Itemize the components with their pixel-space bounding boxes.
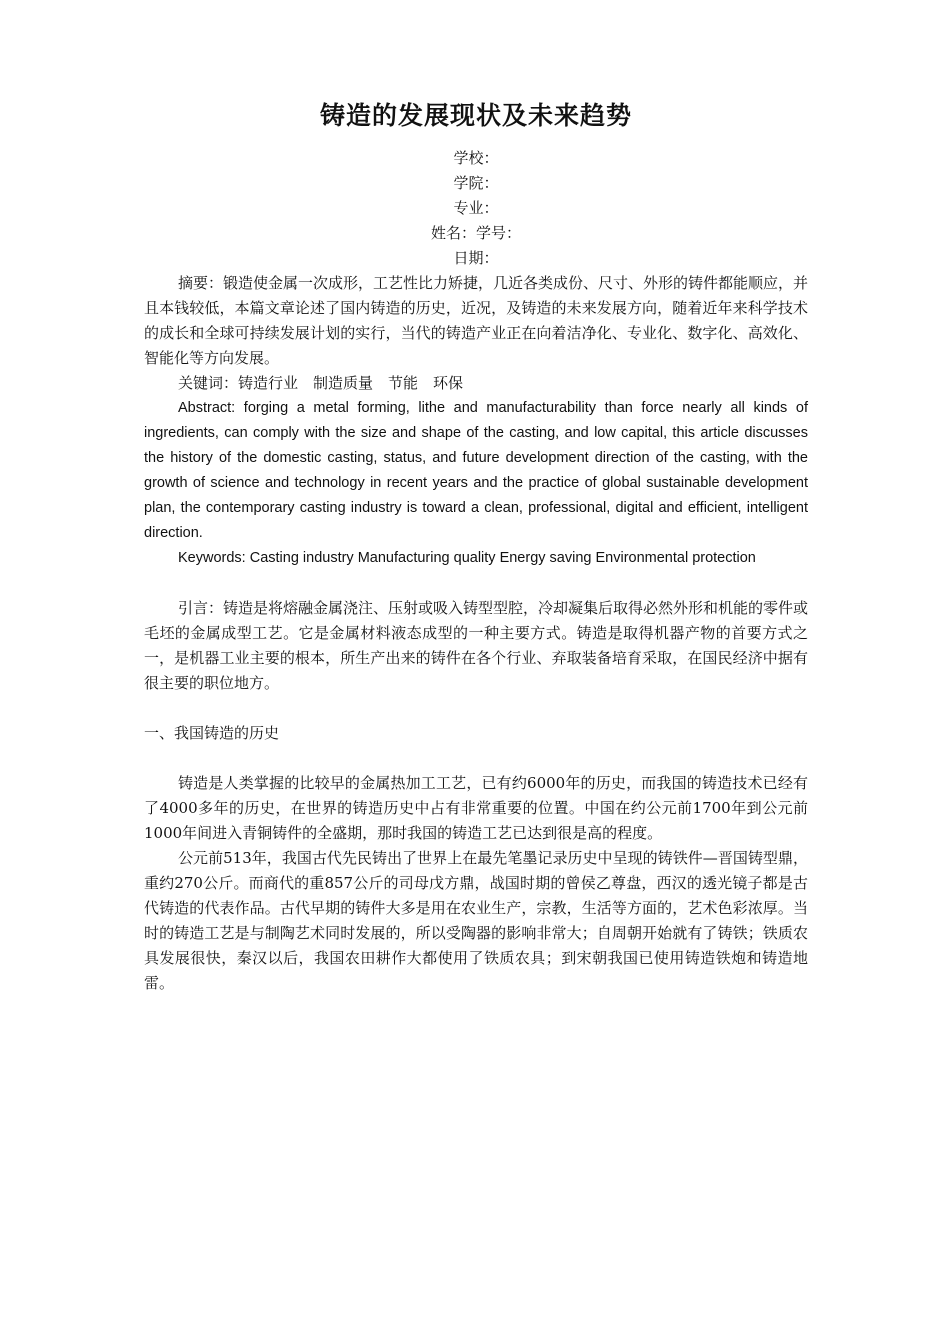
abstract-en: Abstract: forging a metal forming, lithe and manufacturability than force nearly all kinds of ingredients, can comply with the size and shape of the casting, and low capital, this article discusses the history of the domestic casting, status, and future development direction of the casting, with the growth of science and technology in recent years and the practice of global sustainable development plan, the contemporary casting industry is toward a clean, professional, digital and efficient, intelligent direction. [144, 400, 808, 541]
college-line: 学院： [453, 174, 499, 192]
date-line: 日期： [453, 249, 499, 267]
keywords-en: Keywords: Casting industry Manufacturing quality Energy saving Environmental protection [178, 550, 756, 566]
abstract-cn: 摘要：锻造使金属一次成形，工艺性比力矫捷，几近各类成份、尺寸、外形的铸件都能顺应，并且本钱较低，本篇文章论述了国内铸造的历史，近况，及铸造的未来发展方向，随着近年来科学技术的成长和全球可持续发展计划的实行，当代的铸造产业正在向着洁净化、专业化、数字化、高效化、智能化等方向发展。 [144, 274, 809, 367]
document-body [144, 96, 808, 996]
author-info [144, 146, 808, 271]
major-line: 专业： [453, 199, 499, 217]
spacer [144, 696, 808, 721]
section-heading: 一、我国铸造的历史 [144, 724, 280, 742]
history-paragraph-1: 铸造是人类掌握的比较早的金属热加工工艺，已有约6000年的历史，而我国的铸造技术已经有了4000多年的历史，在世界的铸造历史中占有非常重要的位置。中国在约公元前1700年到公元前1000年间进入青铜铸件的全盛期，那时我国的铸造工艺已达到很是高的程度。 [144, 774, 808, 842]
introduction: 引言：铸造是将熔融金属浇注、压射或吸入铸型型腔，冷却凝集后取得必然外形和机能的零件或毛坯的金属成型工艺。它是金属材料液态成型的一种主要方式。铸造是取得机器产物的首要方式之一，是机器工业主要的根本，所生产出来的铸件在各个行业、弃取装备培育采取，在国民经济中据有很主要的职位地方。 [144, 599, 809, 692]
spacer [144, 571, 808, 596]
history-paragraph-2: 公元前513年，我国古代先民铸出了世界上在最先笔墨记录历史中呈现的铸铁件—晋国铸型鼎，重约270公斤。而商代的重857公斤的司母戊方鼎，战国时期的曾侯乙尊盘，西汉的透光镜子都是古代铸造的代表作品。古代早期的铸件大多是用在农业生产，宗教，生活等方面的，艺术色彩浓厚。当时的铸造工艺是与制陶艺术同时发展的，所以受陶器的影响非常大；自周朝开始就有了铸铁；铁质农具发展很快，秦汉以后，我国农田耕作大都使用了铁质农具；到宋朝我国已使用铸造铁炮和铸造地雷。 [144, 849, 808, 992]
spacer [144, 746, 808, 771]
school-line: 学校： [453, 149, 499, 167]
document-title: 铸造的发展现状及未来趋势 [319, 101, 632, 130]
name-id-line: 姓名：学号： [430, 224, 521, 242]
keywords-cn: 关键词：铸造行业 制造质量 节能 环保 [178, 374, 464, 392]
